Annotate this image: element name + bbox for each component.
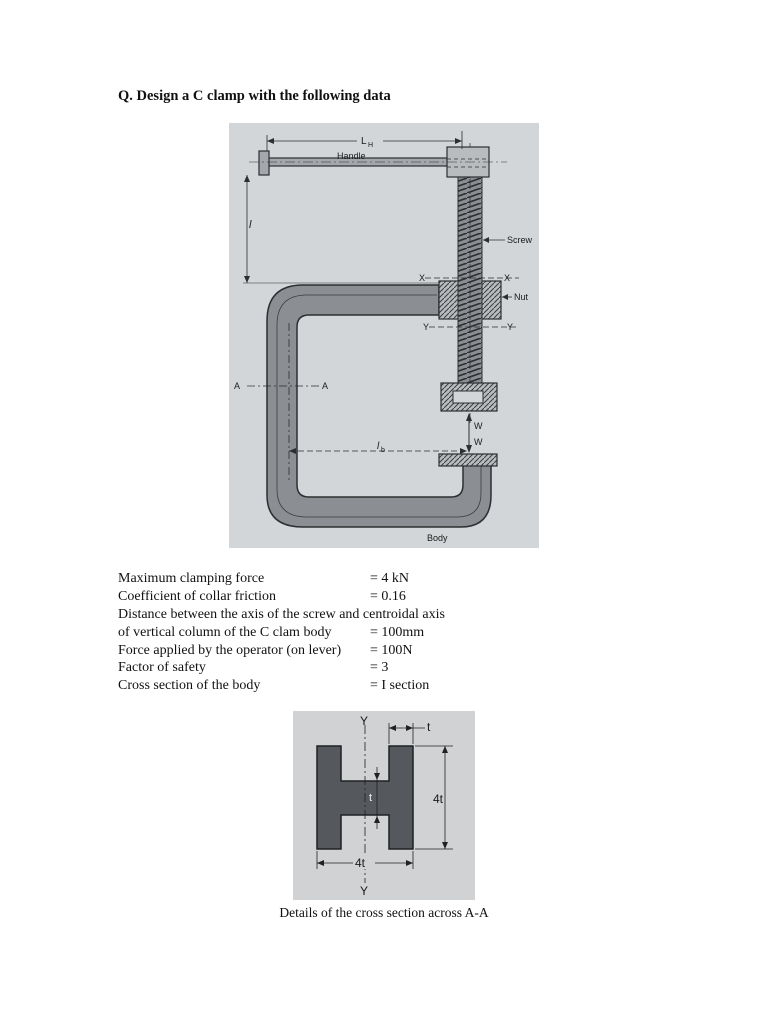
data-label: Distance between the axis of the screw and centroidal axis <box>118 606 445 622</box>
data-row <box>118 570 538 588</box>
label-lh: L <box>361 136 367 147</box>
figure-caption: Details of the cross section across A-A <box>279 905 489 920</box>
label-nut: Nut <box>514 292 529 302</box>
data-value: = 100N <box>370 642 413 658</box>
data-row <box>118 642 538 660</box>
swivel-pad-recess <box>453 391 483 403</box>
data-label: Force applied by the operator (on lever) <box>118 642 342 658</box>
label-lh-sub: H <box>368 142 374 149</box>
label-w-lower: W <box>474 437 483 447</box>
data-value: = 100mm <box>370 624 425 640</box>
data-row <box>118 588 538 606</box>
c-clamp-figure <box>229 123 539 548</box>
anvil-plate <box>439 454 497 466</box>
label-lb: l <box>377 441 380 452</box>
label-screw: Screw <box>507 235 533 245</box>
label-l: l <box>249 219 252 231</box>
label-handle: Handle <box>337 151 366 161</box>
i-section-figure <box>293 711 475 900</box>
question-title: Q. Design a C clamp with the following data <box>118 88 391 104</box>
label-y-right: Y <box>507 322 514 332</box>
label-a-left: A <box>234 381 241 391</box>
label-y-left: Y <box>423 322 430 332</box>
data-value: = 0.16 <box>370 588 406 604</box>
data-row <box>118 606 538 624</box>
label-t-top: t <box>427 720 431 734</box>
handle-knob <box>259 151 269 175</box>
data-row <box>118 624 538 642</box>
data-label: Factor of safety <box>118 660 206 676</box>
data-value: = I section <box>370 678 430 694</box>
data-row <box>118 659 538 677</box>
label-lb-sub: b <box>381 447 385 454</box>
label-a-right: A <box>322 381 329 391</box>
label-body: Body <box>427 533 448 543</box>
label-w-upper: W <box>474 421 483 431</box>
data-label: of vertical column of the C clam body <box>118 624 332 640</box>
label-x-right: X <box>504 273 511 283</box>
data-row <box>118 677 538 695</box>
label-t-web: t <box>369 792 373 804</box>
label-4t-right: 4t <box>433 792 444 806</box>
data-label: Cross section of the body <box>118 678 261 694</box>
data-label: Coefficient of collar friction <box>118 588 276 604</box>
data-label: Maximum clamping force <box>118 571 265 586</box>
label-y-top: Y <box>360 714 369 728</box>
label-y-bottom: Y <box>360 884 369 898</box>
label-x-left: X <box>419 273 426 283</box>
data-value: = 4 kN <box>370 571 410 586</box>
data-value: = 3 <box>370 660 389 676</box>
label-4t-bottom: 4t <box>355 856 366 870</box>
design-data-list <box>118 570 538 695</box>
